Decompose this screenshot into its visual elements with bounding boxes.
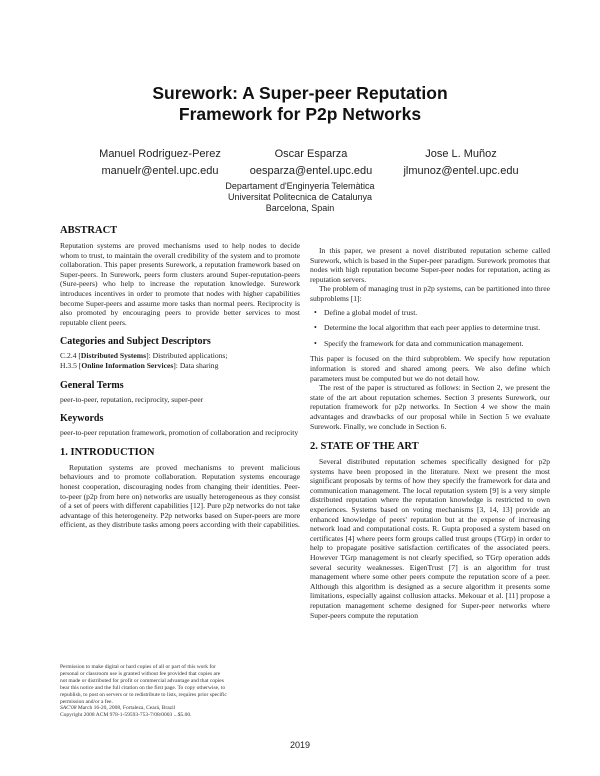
affiliation (0, 181, 600, 214)
state-of-art-heading: 2. STATE OF THE ART (310, 441, 419, 453)
left-column (60, 224, 300, 538)
footnote-venue: SAC'08 March 16-20, 2008, Fortaleza, Ceará, Brazil (60, 705, 176, 712)
author-email: manuelr@entel.upc.edu (101, 165, 219, 177)
affiliation-line: Barcelona, Spain (265, 203, 335, 213)
right-column (310, 246, 550, 620)
title-line-2: Framework for P2p Networks (178, 104, 422, 124)
category-line-2: H.3.5 [Online Information Services]: Data sharing (60, 360, 219, 370)
bullet-icon: • (314, 338, 317, 348)
footnote-line: Permission to make digital or hard copies of all or part of this work for (60, 664, 216, 670)
footnote-line: bear this notice and the full citation on the first page. To copy otherwise, to (60, 684, 226, 691)
state-of-art-text: Several distributed reputation schemes specifically designed for p2p systems have been proposed in the literature. Next we present the most significant proposals by terms of how they specify the framework for data and communication management. The local reputation system [9] is a very simple distributed reputation where the reputation knowledge is restricted to own experiences. Systems based on voting mechanisms [3, 14, 13] provide an enhanced knowledge of peers' reputation but at the expense of increasing network load and computational costs. R. Gupta proposed a system based on certificates [4] where peers form groups called trust groups (TGrp) in order to help to propagate positive satisfaction certificates of the associated peers. However TGrp management is not clearly specified, so TGrp operation adds several security weaknesses. EigenTrust [7] is an algorithm for trust management where some other peers compute the reputation score of a peer. Although this algorithm is designed as a secure algorithm it presents some limitations, especially against collusion attacks. Mekouar et al. [11] propose a reputation management scheme designed for Super-peer networks where Super-peers compute the reputation (310, 457, 550, 620)
title-line-1: Surework: A Super-peer Reputation (152, 83, 448, 103)
general-terms-text: peer-to-peer, reputation, reciprocity, super-peer (60, 394, 204, 404)
general-terms-heading: General Terms (60, 379, 124, 391)
abstract-text: Reputation systems are proved mechanisms used to help nodes to decide whom to trust, to maintain the overall credibility of the system and to promote collaboration. This paper presents Surework, a reputation framework based on Super-peers. In Surework, peers form clusters around Super-reputation-peers (Sure-peers) who help to increase the reputation knowledge. Surework introduces incentives in order to promote that nodes with higher capabilities become Super-peers and assume more tasks than normal peers. Reciprocity is also promoted by encouraging peers to provide better services to most reputable client peers. (60, 241, 300, 327)
list-item: • Determine the local algorithm that each peer applies to determine trust. (314, 323, 541, 333)
subproblem-list (310, 308, 550, 349)
page-number: 2019 (289, 740, 311, 750)
abstract-section (60, 224, 300, 327)
paper-title (0, 83, 600, 125)
author-email: jlmunoz@entel.upc.edu (403, 165, 519, 177)
paragraph: The rest of the paper is structured as follows: in Section 2, we present the state of the art about reputation schemes. Section 3 presents Surework, our reputation framework for p2p networks. In Section 4 we show the main advantages and drawbacks of our proposal while in Section 5 we evaluate Surework. Finally, we conclude in Section 6. (310, 383, 550, 431)
list-item: • Specify the framework for data and communication management. (314, 338, 524, 348)
footnote-line: permission and/or a fee. (60, 698, 113, 705)
bullet-icon: • (314, 307, 317, 317)
keywords-section (60, 412, 300, 438)
author-name: Jose L. Muñoz (425, 148, 497, 160)
author-name: Oscar Esparza (274, 148, 348, 160)
general-terms-section (60, 379, 300, 405)
paragraph: This paper is focused on the third subproblem. We specify how reputation information is stored and shared among peers. We also define which parameters must be computed but we do not detail how. (310, 354, 550, 383)
abstract-heading: ABSTRACT (60, 225, 118, 236)
affiliation-line: Universitat Politecnica de Catalunya (227, 192, 373, 202)
bullet-icon: • (314, 323, 317, 333)
categories-section (60, 335, 300, 370)
affiliation-line: Departament d'Enginyeria Telemàtica (225, 181, 375, 191)
categories-heading: Categories and Subject Descriptors (60, 336, 211, 348)
introduction-text: Reputation systems are proved mechanisms to prevent malicious behaviours and to promote collaboration. Reputation systems encourage honest cooperation, discouraging nodes from changing their identities. Peer-to-peer (p2p from here on) networks are usually heterogeneous as they consist of a set of peers with different capabilities [12]. Pure p2p networks do not take advantage of this heterogeneity. P2p networks based on Super-peers are more efficient, as they distribute tasks among peers according with their capabilities. (60, 462, 300, 530)
keywords-text: peer-to-peer reputation framework, promotion of collaboration and reciprocity (60, 428, 299, 438)
author-name: Manuel Rodriguez-Perez (99, 148, 221, 160)
footnote-line: not made or distributed for profit or commercial advantage and that copies (60, 677, 224, 684)
list-item: • Define a global model of trust. (314, 307, 418, 317)
footnote-copyright: Copyright 2008 ACM 978-1-59593-753-7/08/0003 ...$5.00. (60, 712, 192, 719)
paragraph: In this paper, we present a novel distributed reputation scheme called Surework, which is based in the Super-peer paradigm. Surework promotes that nodes with high reputation become Super-peer nodes for reputation, acting as reputation servers. (310, 246, 550, 284)
footnote-line: republish, to post on servers or to redistribute to lists, requires prior specific (60, 691, 227, 698)
introduction-heading: 1. INTRODUCTION (60, 446, 155, 458)
footnote-line: personal or classroom use is granted without fee provided that copies are (60, 670, 221, 677)
author-email: oesparza@entel.upc.edu (249, 165, 373, 177)
author-block (0, 146, 600, 186)
author-3 (366, 146, 556, 180)
category-line-1: C.2.4 [Distributed Systems]: Distributed applications; (60, 351, 228, 361)
copyright-footnote (60, 664, 300, 719)
introduction-section (60, 446, 300, 530)
paragraph: The problem of managing trust in p2p systems, can be partitioned into three subproblems [1]: (310, 284, 550, 303)
keywords-heading: Keywords (60, 413, 104, 425)
